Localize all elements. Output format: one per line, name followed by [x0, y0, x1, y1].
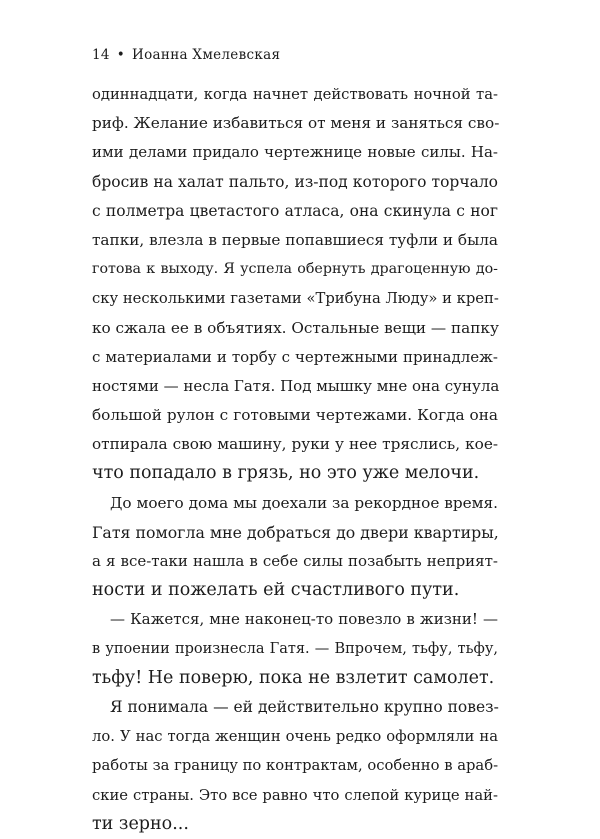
text-line: ло. У нас тогда женщин очень редко оформляли на [92, 728, 498, 746]
text-line: готова к выходу. Я успела обернуть драгоценную до- [92, 261, 498, 278]
text-line: риф. Желание избавиться от меня и заняться сво- [92, 114, 500, 133]
text-line: ские страны. Это все равно что слепой курице най- [92, 786, 498, 804]
text-line: что попадало в грязь, но это уже мелочи. [92, 463, 480, 484]
text-line: ности и пожелать ей счастливого пути. [92, 580, 460, 601]
text-line: тапки, влезла в первые попавшиеся туфли и была [92, 230, 499, 249]
text-line: а я все-таки нашла в себе силы позабыть неприят- [92, 552, 498, 570]
text-line: Я понимала — ей действительно крупно повез- [110, 697, 499, 716]
text-line: работы за границу по контрактам, особенно в араб- [92, 757, 499, 775]
running-head [92, 47, 280, 63]
text-line: отпирала свою машину, руки у нее тряслись, кое- [92, 435, 498, 454]
text-line: ти зерно... [92, 813, 189, 834]
text-line: ко сжала ее в объятиях. Остальные вещи — папку [92, 318, 499, 337]
text-line: До моего дома мы доехали за рекордное время. [110, 493, 498, 512]
body-text [92, 80, 498, 839]
text-line: ими делами придало чертежнице новые силы. На- [92, 143, 498, 162]
text-line: одиннадцати, когда начнет действовать ночной та- [92, 86, 498, 103]
text-line: ску несколькими газетами «Трибуна Люду» и креп- [92, 290, 499, 308]
text-line: ностями — несла Гатя. Под мышку мне она сунула [92, 376, 500, 395]
header-separator: • [116, 47, 126, 63]
text-line: в упоении произнесла Гатя. — Впрочем, тьфу, тьфу, [92, 640, 498, 657]
text-line: с полметра цветастого атласа, она скинула с ног [92, 201, 498, 220]
author-name: Иоанна Хмелевская [132, 47, 281, 63]
text-line: с материалами и торбу с чертежными принадлеж- [92, 347, 498, 366]
text-line: большой рулон с готовыми чертежами. Когда она [92, 406, 498, 425]
page-number: 14 [92, 47, 110, 63]
text-line: Гатя помогла мне добраться до двери квартиры, [92, 522, 499, 542]
text-line: тьфу! Не поверю, пока не взлетит самолет. [92, 667, 495, 688]
text-line: — Кажется, мне наконец-то повезло в жизни! — [110, 610, 498, 629]
text-line: бросив на халат пальто, из-под которого торчало [92, 172, 498, 191]
